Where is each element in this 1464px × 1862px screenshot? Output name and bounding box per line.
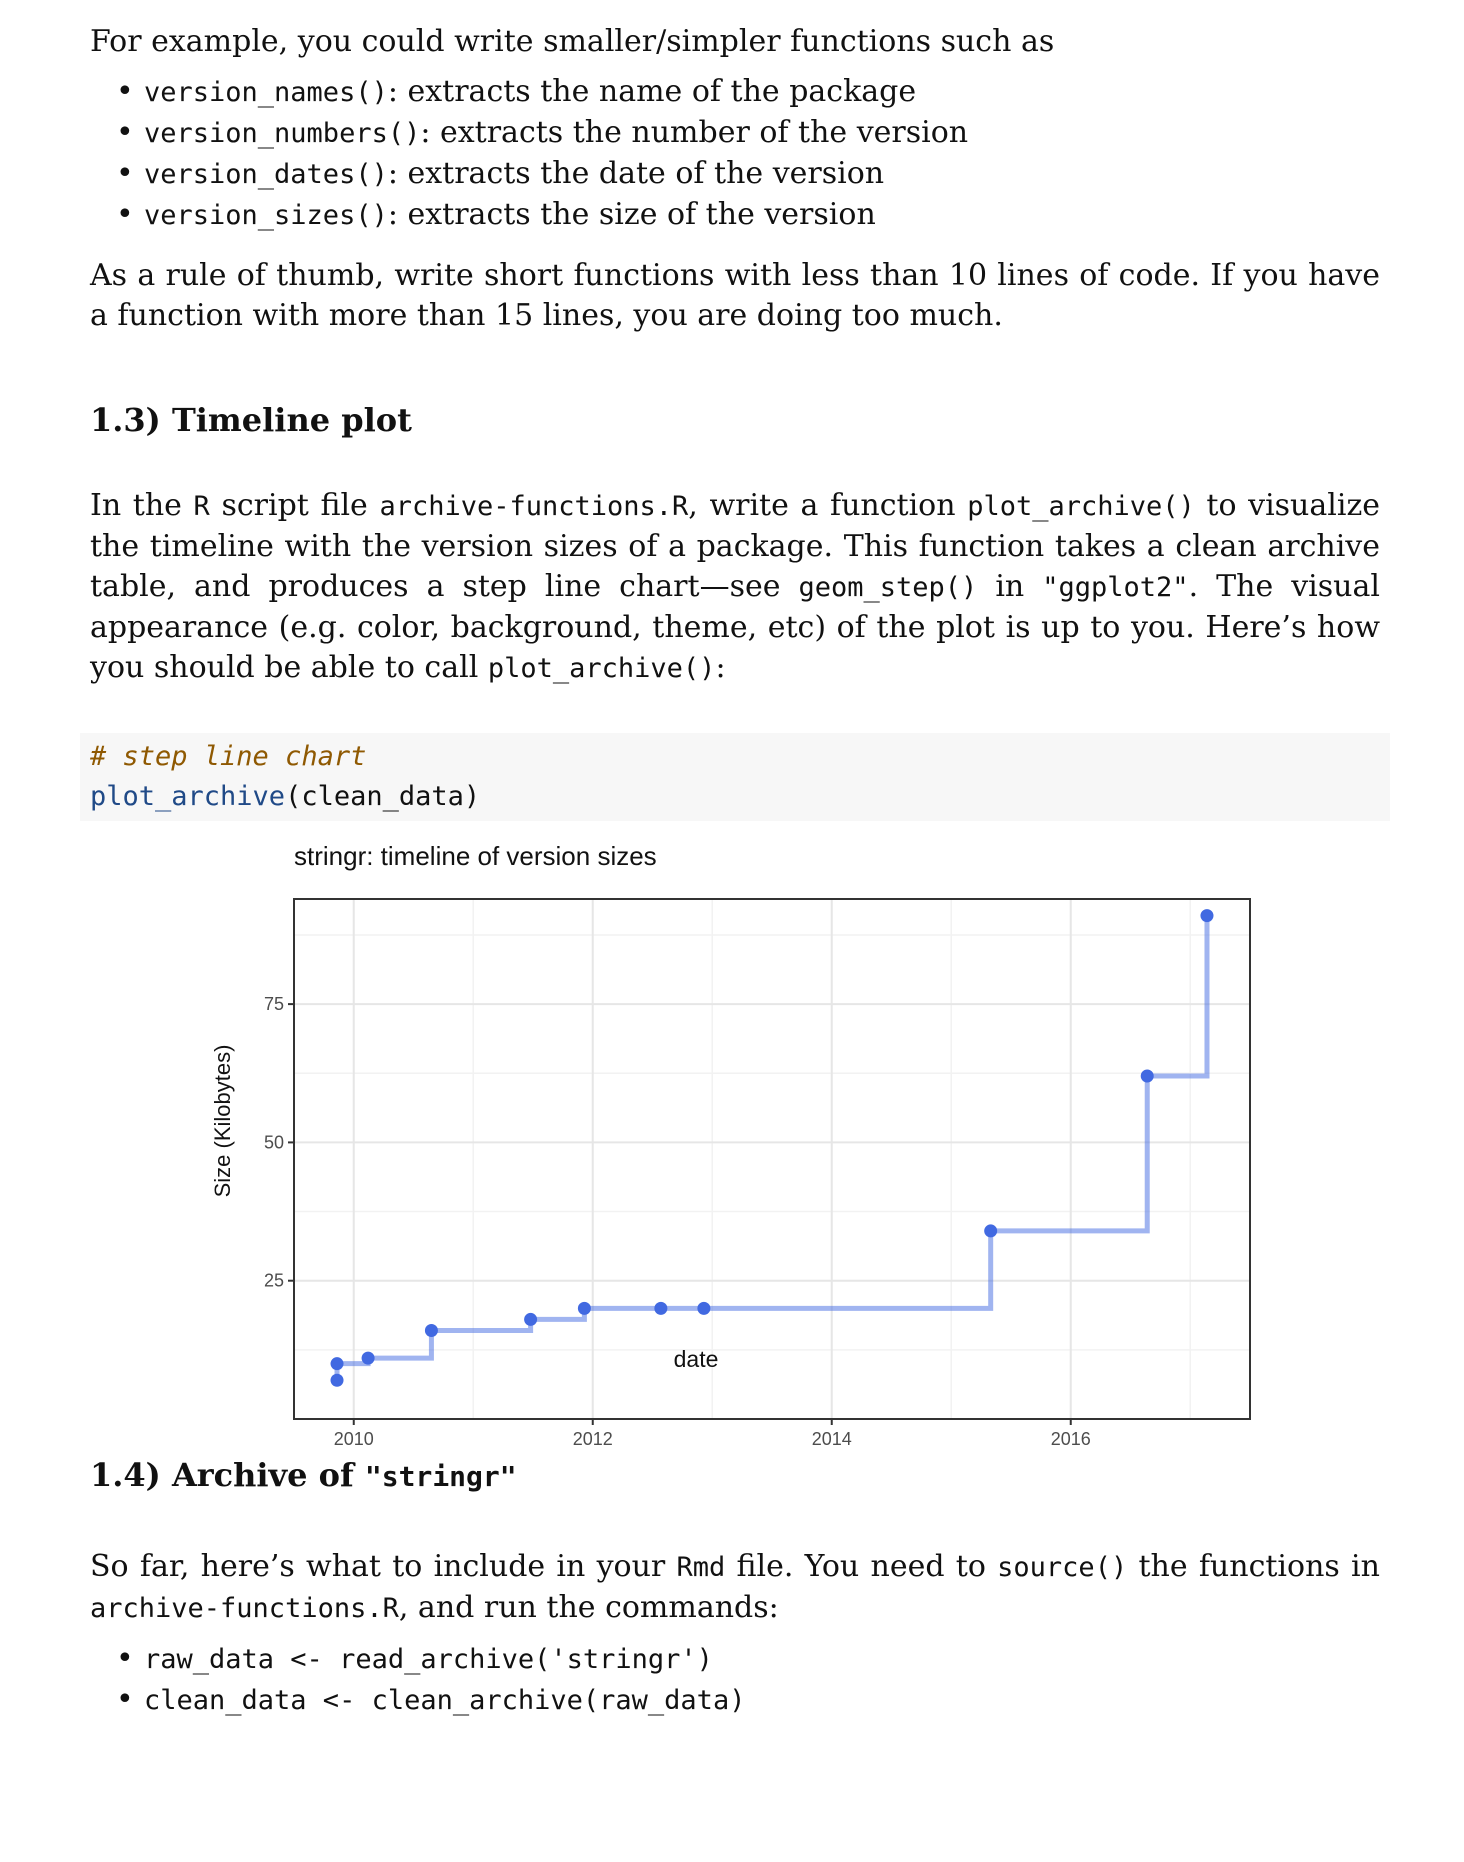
bullet-dot: • <box>116 74 134 109</box>
inline-code: raw_data <- read_archive('stringr') <box>144 1644 713 1675</box>
chart-container <box>90 821 1380 1451</box>
code-block <box>80 733 1390 821</box>
data-point <box>697 1302 710 1315</box>
code-function-name: plot_archive <box>90 781 286 812</box>
list-item <box>116 154 1380 195</box>
bullet-text: : extracts the name of the package <box>387 74 917 109</box>
inline-code: geom_step() <box>798 572 978 603</box>
code-line <box>90 777 1380 817</box>
x-axis-label: date <box>673 1346 719 1372</box>
series-points-group <box>331 909 1214 1387</box>
x-tick-label: 2016 <box>1050 1429 1091 1449</box>
section-heading-archive: 1.4) Archive of "stringr" <box>90 1456 517 1494</box>
bullet-dot: • <box>116 156 134 191</box>
data-point <box>331 1374 344 1387</box>
y-tick-label: 25 <box>263 1270 284 1291</box>
step-line-chart <box>90 821 1380 1451</box>
list-item <box>116 72 1380 113</box>
inline-code: source() <box>997 1552 1128 1583</box>
list-item <box>116 1639 1380 1680</box>
code-comment: # step line chart <box>90 741 367 772</box>
inline-code: archive-functions.R <box>379 491 689 522</box>
data-point <box>984 1224 997 1237</box>
inline-code: Rmd <box>676 1552 726 1583</box>
x-tick-label: 2012 <box>572 1429 613 1449</box>
section-heading-timeline-plot: 1.3) Timeline plot <box>90 401 412 439</box>
bullet-dot: • <box>116 115 134 150</box>
data-point <box>1141 1070 1154 1083</box>
series-line-group <box>337 916 1207 1381</box>
data-point <box>1200 909 1213 922</box>
page <box>90 22 1380 1721</box>
intro-bullet-list <box>90 72 1380 236</box>
inline-code: version_sizes() <box>144 200 388 231</box>
inline-code: version_dates() <box>144 159 388 190</box>
list-item <box>116 1680 1380 1721</box>
chart-title: stringr: timeline of version sizes <box>294 841 657 871</box>
minor-gridlines <box>294 899 1250 1419</box>
code-args: (clean_data) <box>285 781 481 812</box>
y-tick-label: 50 <box>263 1132 284 1153</box>
bullet-dot: • <box>116 197 134 232</box>
rule-of-thumb-paragraph: As a rule of thumb, write short functions with less than 10 lines of code. If you have a function with more than 15 lines, you are doing too much. <box>90 258 1380 333</box>
inline-code: plot_archive() <box>967 491 1195 522</box>
plot-panel-border <box>294 899 1250 1419</box>
bullet-text: : extracts the number of the version <box>420 115 969 150</box>
x-axis-ticks <box>334 1419 1091 1449</box>
major-gridlines <box>294 899 1250 1419</box>
inline-code: clean_data <- clean_archive(raw_data) <box>144 1685 746 1716</box>
bullet-dot: • <box>116 1641 134 1676</box>
data-point <box>578 1302 591 1315</box>
inline-code: archive-functions.R <box>90 1593 399 1624</box>
data-point <box>331 1357 344 1370</box>
bullet-dot: • <box>116 1682 134 1717</box>
y-axis-label: Size (Kilobytes) <box>210 1044 235 1198</box>
x-tick-label: 2010 <box>333 1429 374 1449</box>
y-axis-ticks <box>264 994 294 1291</box>
archive-paragraph: So far, here’s what to include in your Rmd file. You need to source() the functions in archive-functions.R, and run the commands: <box>90 1549 1380 1625</box>
x-tick-label: 2014 <box>811 1429 852 1449</box>
bullet-text: : extracts the date of the version <box>387 156 885 191</box>
inline-code: plot_archive() <box>487 653 716 684</box>
list-item <box>116 195 1380 236</box>
list-item <box>116 113 1380 154</box>
inline-code: version_names() <box>144 77 388 108</box>
data-point <box>425 1324 438 1337</box>
archive-bullet-list <box>90 1639 1380 1721</box>
data-point <box>524 1313 537 1326</box>
bullet-text: : extracts the size of the version <box>387 197 876 232</box>
step-line <box>337 916 1207 1381</box>
inline-code: R <box>193 491 210 522</box>
y-tick-label: 75 <box>263 994 284 1015</box>
inline-code: "ggplot2" <box>1042 572 1189 603</box>
data-point <box>654 1302 667 1315</box>
data-point <box>362 1352 375 1365</box>
inline-code: "stringr" <box>364 1460 517 1493</box>
inline-code: version_numbers() <box>144 118 421 149</box>
intro-sentence: For example, you could write smaller/simpler functions such as <box>90 24 1055 59</box>
timeline-plot-paragraph: In the R script file archive-functions.R, write a function plot_archive() to visualize the timeline with the version sizes of a package. This function takes a clean archive table, and produces a step line chart—see geom_step() in "ggplot2". The visual appearance (e.g. color, background, theme, etc) of the plot is up to you. Here’s how you should be able to call plot_archive(): <box>90 488 1381 685</box>
